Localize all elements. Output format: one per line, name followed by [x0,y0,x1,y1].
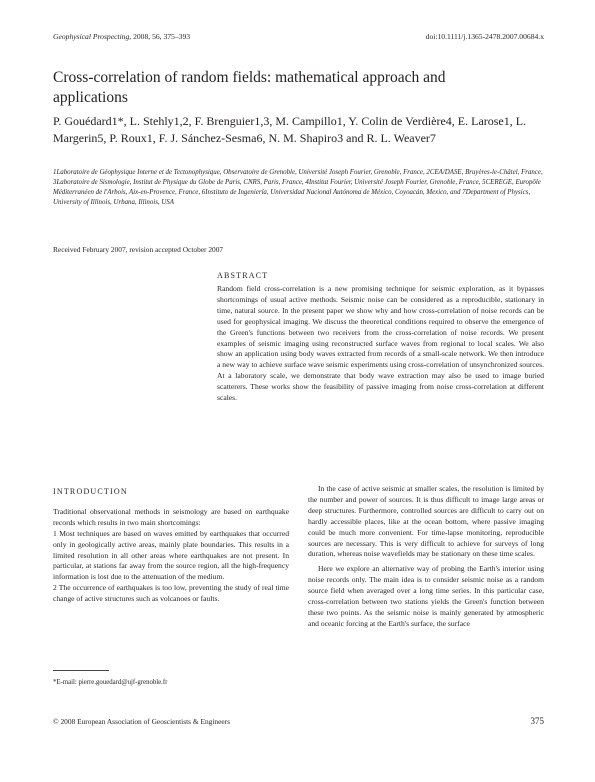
doi: doi:10.1111/j.1365-2478.2007.00684.x [425,32,544,41]
introduction-heading: INTRODUCTION [53,487,128,496]
left-column [53,487,289,605]
page-number: 375 [530,716,544,726]
intro-lead: Traditional observational methods in seismology are based on earthquake records which results in two main shortcomings: [53,506,289,527]
abstract-section [217,271,544,404]
received-date: Received February 2007, revision accepted October 2007 [53,245,224,254]
article-title: Cross-correlation of random fields: mathematical approach and applications [53,69,446,106]
article-page [53,0,544,782]
intro-paragraph-right-1: In the case of active seismic at smaller scales, the resolution is limited by the number and power of sources. It is thus difficult to image large areas or deep structures. Furthermore, controlled sources are difficult to carry out on hardly accessible places, like at the ocean bottom, where passive imaging could be much more convenient. For time-lapse monitoring, reproducible sources are necessary. This is very difficult to achieve for surveys of long duration, whereas noise wavefields may be stationary on these time scales. [308,484,544,559]
page-footer [53,717,544,726]
abstract-text: Random field cross-correlation is a new promising technique for seismic exploration, as it bypasses shortcomings of usual active methods. Seismic noise can be considered as a reproducible, stationary in time, natural source. In the present paper we show why and how cross-correlation of noise records can be used for geophysical imaging. We discuss the theoretical conditions required to observe the emergence of the Green's functions between two receivers from the cross-correlation of noise records. We present examples of seismic imaging using reconstructed surface waves from regional to local scales. We also show an application using body waves extracted from records of a small-scale network. We then introduce a new way to achieve surface wave seismic experiments using cross-correlation of unsynchronized sources. At a laboratory scale, we demonstrate that body wave extraction may also be used to image buried scatterers. These works show the feasibility of passive imaging from noise cross-correlation at different scales. [217,284,544,403]
copyright: © 2008 European Association of Geoscientists & Engineers [53,717,231,726]
journal-name: Geophysical Prospecting [53,32,130,41]
footnote: *E-mail: pierre.gouedard@ujf-grenoble.fr [53,679,168,686]
affiliations: 1Laboratoire de Géophysique Interne et de Tectonophysique, Observatoire de Grenoble, Université Joseph Fourier, Grenoble, France, 2CEA/DASE, Bruyères-le-Châtel, France, 3Laboratoire de Sismologie, Institut de Physique du Globe de Paris, CNRS, Paris, France, 4Institut Fourier, Université Joseph Fourier, Grenoble, France, 5CEREGE, Europôle Méditerranéen de l'Arbois, Aix-en-Provence, France, 6Instituto de Ingeniería, Universidad Nacional Autónoma de México, Coyoacán, Mexico, and 7Department of Physics, University of Illinois, Urbana, Illinois, USA [53,169,543,206]
intro-point-2: 2 The occurrence of earthquakes is too low, preventing the study of real time change of active structures such as volcanoes or faults. [53,583,289,604]
abstract-heading: ABSTRACT [217,271,269,280]
right-column [308,484,544,630]
author-list: P. Gouédard1*, L. Stehly1,2, F. Brenguier1,3, M. Campillo1, Y. Colin de Verdière4, E. Larose1, L. Margerin5, P. Roux1, F. J. Sánchez-Sesma6, N. M. Shapiro3 and R. L. Weaver7 [53,114,527,145]
running-head [53,32,544,41]
footnote-divider [53,670,109,671]
intro-paragraph-right-2: Here we explore an alternative way of probing the Earth's interior using noise records only. The main idea is to consider seismic noise as a random source field when averaged over a long time series. In this particular case, cross-correlation between two stations yields the Green's function between these two points. As the seismic noise is mainly generated by atmospheric and oceanic forcing at the Earth's surface, the surface [308,564,544,628]
intro-point-1: 1 Most techniques are based on waves emitted by earthquakes that occurred only in geologically active areas, mainly plate boundaries. This results in a limited resolution in all other areas where earthquakes are not present. In particular, at stations far away from the source region, all the high-frequency information is lost due to the attenuation of the medium. [53,528,289,582]
journal-citation: , 2008, 56, 375–393 [129,32,191,41]
